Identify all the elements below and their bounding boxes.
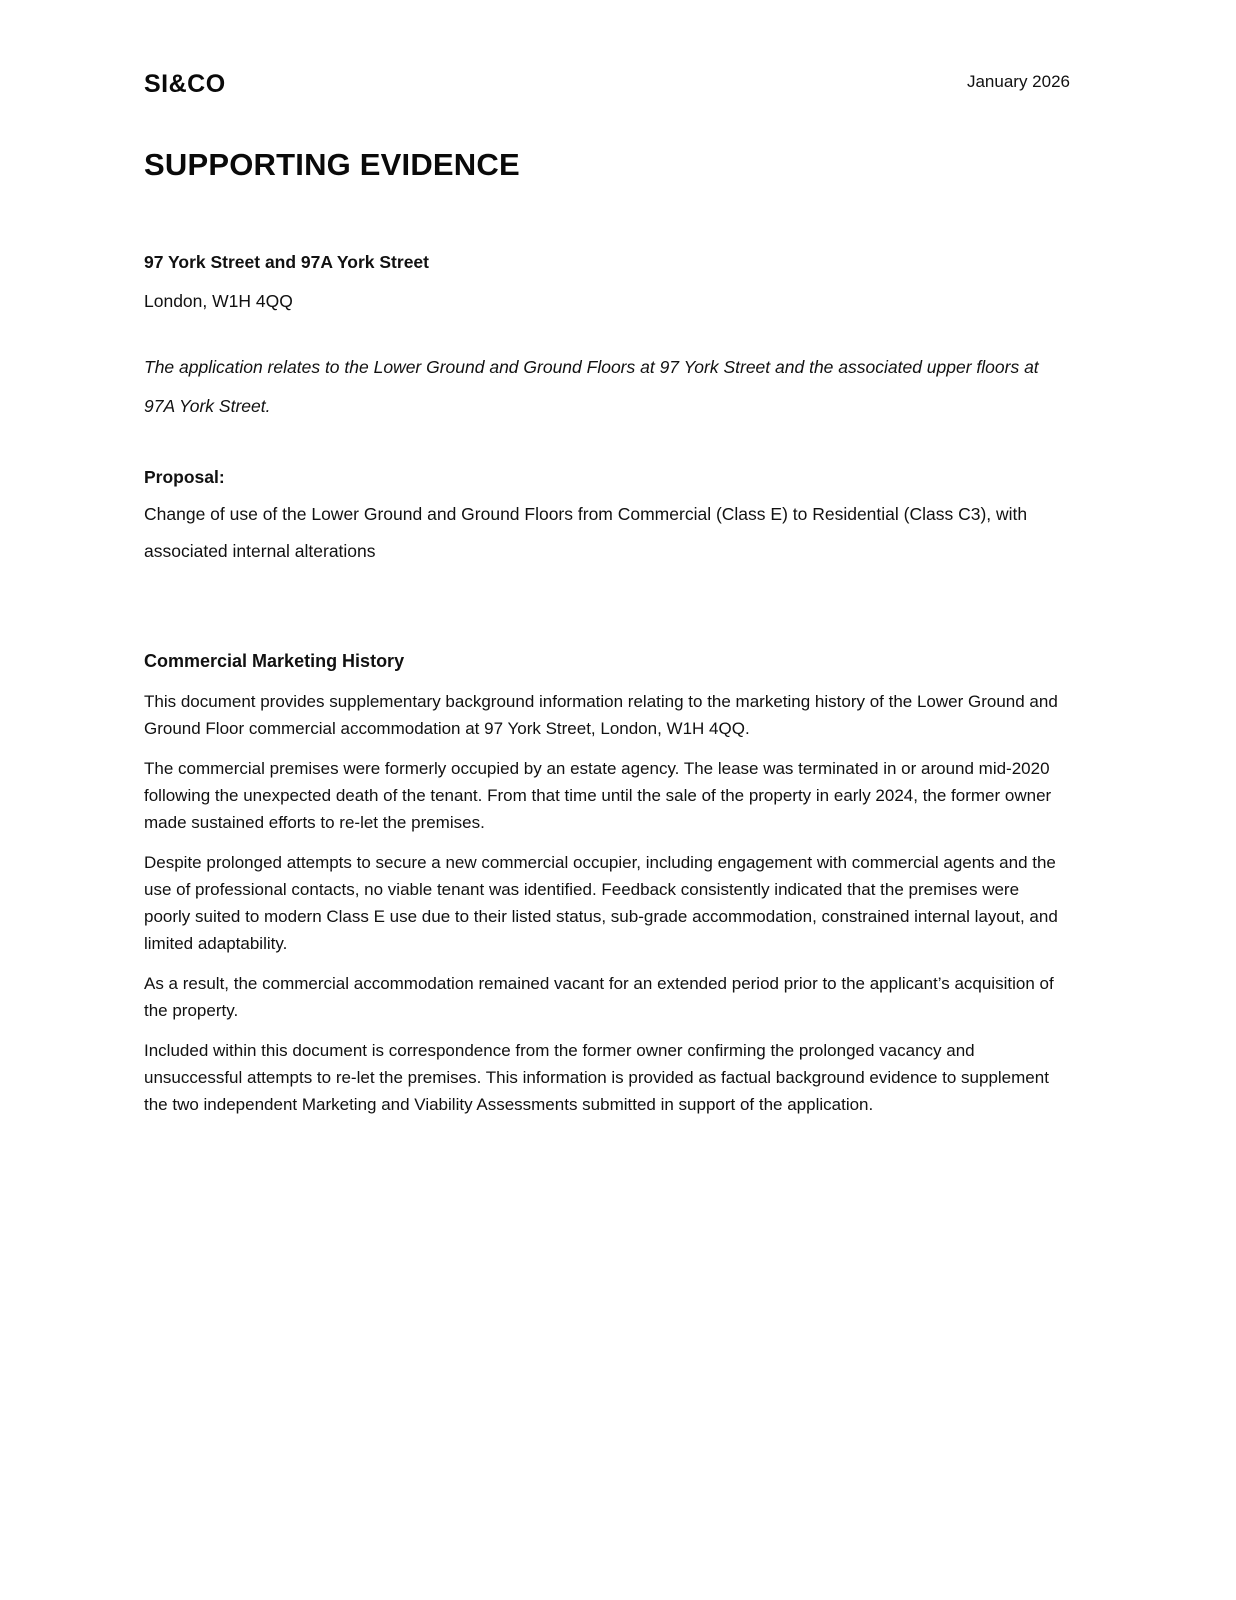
paragraph: Included within this document is correspondence from the former owner confirming the prolonged vacancy and unsuccessful attempts to re-let the premises. This information is provided as factual background evidence to supplement the two independent Marketing and Viability Assessments submitted in support of the application. (144, 1041, 1049, 1115)
property-address-line2: London, W1H 4QQ (144, 290, 293, 311)
proposal-heading: Proposal: (144, 467, 225, 487)
document-date: January 2026 (966, 72, 1070, 91)
company-logo: SI&CO (144, 70, 226, 98)
property-address (144, 243, 1070, 320)
document-header (144, 70, 1070, 99)
marketing-history-body (144, 688, 1070, 1118)
paragraph: As a result, the commercial accommodation remained vacant for an extended period prior to the applicant’s acquisition of the property. (144, 974, 1054, 1021)
paragraph: The commercial premises were formerly occupied by an estate agency. The lease was terminated in or around mid-2020 following the unexpected death of the tenant. From that time until the sale of the property in early 2024, the former owner made sustained efforts to re-let the premises. (144, 759, 1052, 833)
application-note: The application relates to the Lower Ground and Ground Floors at 97 York Street and the associated upper floors at 97A York Street. (144, 357, 1039, 416)
proposal-section (144, 459, 1044, 569)
section-heading-commercial-marketing-history: Commercial Marketing History (144, 651, 405, 672)
paragraph: This document provides supplementary background information relating to the marketing history of the Lower Ground and Ground Floor commercial accommodation at 97 York Street, London, W1H 4QQ. (144, 692, 1058, 739)
proposal-body: Change of use of the Lower Ground and Ground Floors from Commercial (Class E) to Residential (Class C3), with associated internal alterations (144, 503, 1028, 561)
paragraph: Despite prolonged attempts to secure a new commercial occupier, including engagement with commercial agents and the use of professional contacts, no viable tenant was identified. Feedback consistently indicated that the premises were poorly suited to modern Class E use due to their listed status, sub-grade accommodation, constrained internal layout, and limited adaptability. (144, 853, 1058, 954)
document-title: SUPPORTING EVIDENCE (144, 147, 520, 182)
property-address-line1: 97 York Street and 97A York Street (144, 252, 429, 272)
